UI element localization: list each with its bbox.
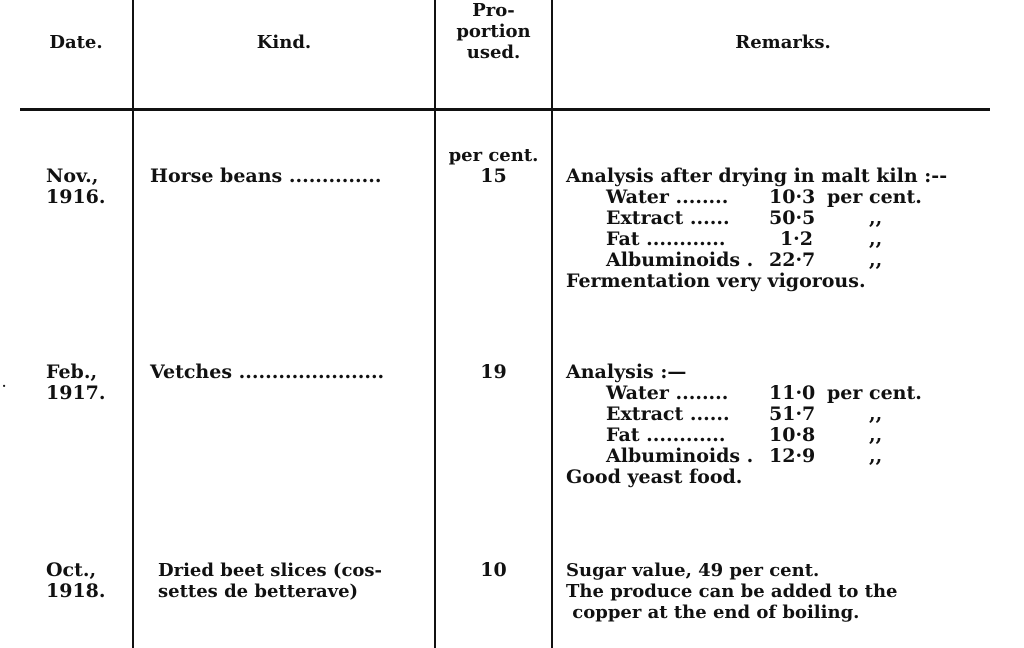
row-1-analysis-fat [566,229,947,250]
row-1-remarks-intro: Analysis after drying in malt kiln :-- [566,165,948,187]
header-kind: Kind. [256,32,312,53]
row-1-kind: Horse beans .............. [150,165,382,187]
analysis-value: 12·9 [769,445,816,467]
row-2-analysis-extract [566,404,922,425]
analysis-label: Albuminoids . [606,249,754,271]
header-remarks: Remarks. [735,32,831,53]
row-2-analysis-fat [566,425,922,446]
analysis-value: 51·7 [769,403,816,425]
analysis-label: Albuminoids . [606,445,754,467]
analysis-value: 10·3 [769,186,816,208]
analysis-value: 50·5 [769,207,816,229]
row-1-analysis-albuminoids [566,250,947,271]
row-2-date: Feb., 1917. [46,361,106,404]
row-1-analysis-water [566,187,947,208]
row-2-remarks-outro: Good yeast food. [566,466,743,488]
analysis-value: 11·0 [769,382,816,404]
row-1-analysis-extract [566,208,947,229]
row-1-remarks-outro: Fermentation very vigorous. [566,270,866,292]
row-3-remarks: Sugar value, 49 per cent. The produce can be added to the copper at the end of boiling. [566,560,898,623]
analysis-label: Extract ...... [606,207,730,229]
header-proportion: Pro- portion used. [456,0,531,63]
analysis-label: Fat ............ [606,228,726,250]
analysis-unit: ,, [869,249,883,271]
analysis-unit: ,, [869,445,883,467]
analysis-label: Extract ...... [606,403,730,425]
analysis-value: 1·2 [779,228,813,250]
analysis-unit: ,, [869,424,883,446]
header-date: Date. [49,32,103,53]
analysis-unit: per cent. [827,186,922,208]
row-1-proportion: 15 [480,165,507,187]
row-2-remarks-intro: Analysis :— [566,361,687,383]
row-3-date: Oct., 1918. [46,559,106,602]
row-1-proportion-unit: per cent. [448,145,539,166]
analysis-value: 22·7 [769,249,816,271]
row-3-proportion: 10 [480,559,507,581]
stray-mark: · [2,379,7,393]
row-2-analysis-water [566,383,922,404]
row-2-proportion: 19 [480,361,507,383]
analysis-label: Water ........ [606,186,729,208]
analysis-label: Water ........ [606,382,729,404]
row-2-remarks [566,362,922,488]
column-rule-1 [132,0,134,648]
analysis-unit: per cent. [827,382,922,404]
column-rule-2 [434,0,436,648]
row-2-analysis-albuminoids [566,446,922,467]
row-3-kind: Dried beet slices (cos- settes de betterave) [158,560,383,602]
row-1-remarks [566,166,947,292]
analysis-unit: ,, [869,403,883,425]
row-1-date: Nov., 1916. [46,165,106,208]
column-rule-3 [551,0,553,648]
analysis-unit: ,, [869,228,883,250]
header-rule [20,108,990,111]
analysis-value: 10·8 [769,424,816,446]
row-2-kind: Vetches ...................... [150,361,385,383]
analysis-label: Fat ............ [606,424,726,446]
analysis-unit: ,, [869,207,883,229]
